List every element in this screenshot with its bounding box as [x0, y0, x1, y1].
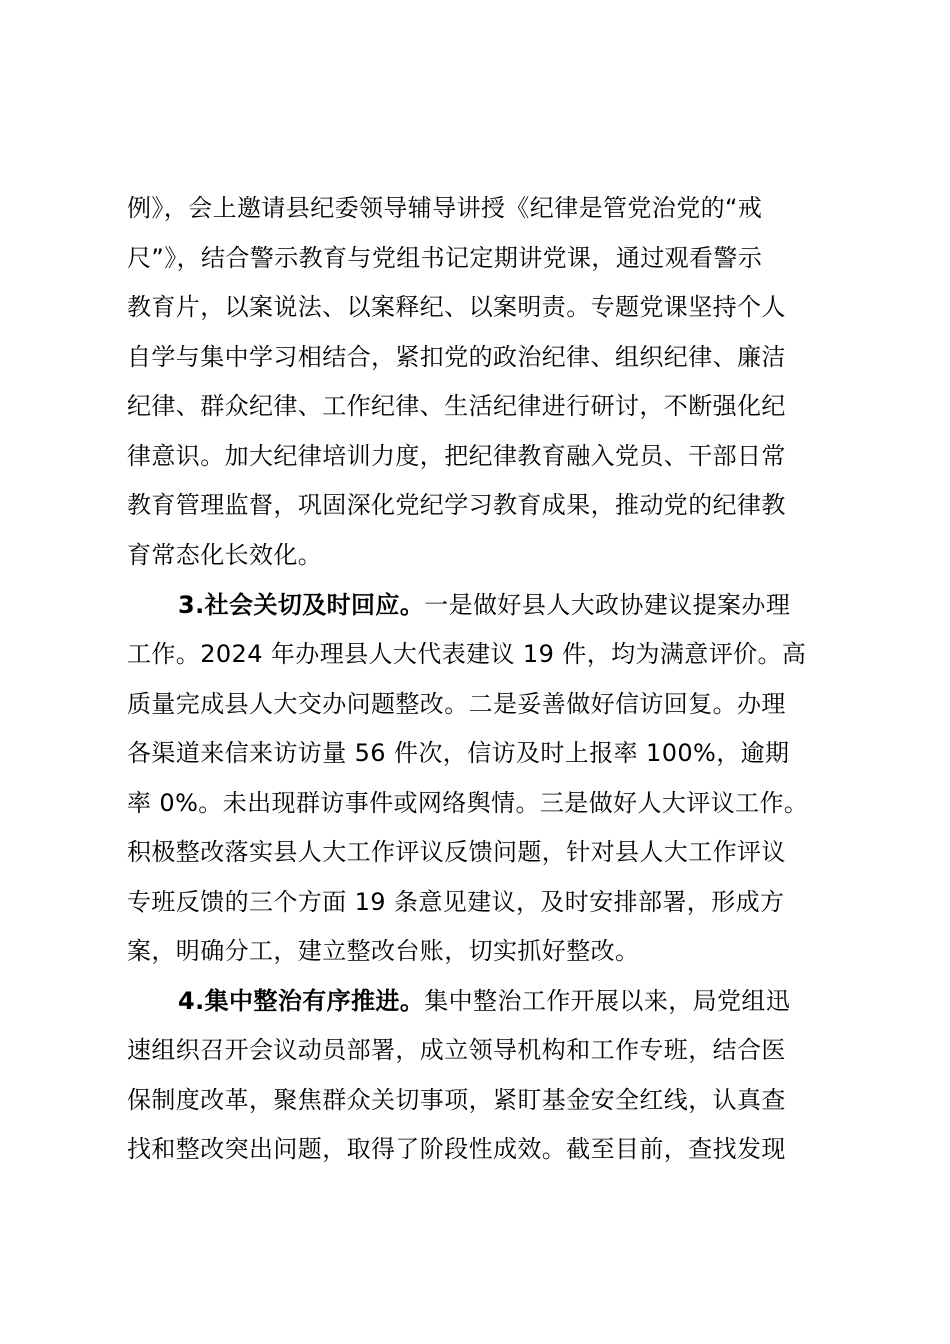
paragraph-line: 积极整改落实县人大工作评议反馈问题，针对县人大工作评议 — [127, 838, 786, 866]
paragraph-line: 工作。2024 年办理县人大代表建议 19 件，均为满意评价。高 — [127, 640, 807, 668]
paragraph-line: 自学与集中学习相结合，紧扣党的政治纪律、组织纪律、廉洁 — [127, 343, 786, 371]
paragraph-line: 例》，会上邀请县纪委领导辅导讲授《纪律是管党治党的“戒 — [127, 194, 763, 222]
section-4-first-line — [178, 985, 790, 1017]
section-4-heading: 4.集中整治有序推进。 — [178, 987, 425, 1015]
paragraph-line: 案，明确分工，建立整改台账，切实抓好整改。 — [127, 937, 640, 965]
section-3-first-line — [178, 589, 790, 621]
section-3-first-line-text: 一是做好县人大政协建议提案办理 — [424, 591, 791, 619]
paragraph-line: 速组织召开会议动员部署，成立领导机构和工作专班，结合医 — [127, 1036, 786, 1064]
paragraph-line: 率 0%。未出现群访事件或网络舆情。三是做好人大评议工作。 — [127, 789, 809, 817]
paragraph-line: 专班反馈的三个方面 19 条意见建议，及时安排部署，形成方 — [127, 888, 785, 916]
paragraph-line: 各渠道来信来访访量 56 件次，信访及时上报率 100%，逾期 — [127, 739, 790, 767]
paragraph-line: 纪律、群众纪律、工作纪律、生活纪律进行研讨，不断强化纪 — [127, 392, 786, 420]
paragraph-line: 保制度改革，聚焦群众关切事项，紧盯基金安全红线，认真查 — [127, 1086, 786, 1114]
section-4-first-line-text: 集中整治工作开展以来，局党组迅 — [424, 987, 791, 1015]
paragraph-line: 教育管理监督，巩固深化党纪学习教育成果，推动党的纪律教 — [127, 491, 786, 519]
paragraph-line: 质量完成县人大交办问题整改。二是妥善做好信访回复。办理 — [127, 690, 786, 718]
paragraph-line: 找和整改突出问题，取得了阶段性成效。截至目前，查找发现 — [127, 1135, 786, 1163]
paragraph-line: 律意识。加大纪律培训力度，把纪律教育融入党员、干部日常 — [127, 442, 786, 470]
paragraph-line: 尺”》，结合警示教育与党组书记定期讲党课，通过观看警示 — [127, 244, 763, 272]
paragraph-line: 育常态化长效化。 — [127, 541, 323, 569]
paragraph-line: 教育片，以案说法、以案释纪、以案明责。专题党课坚持个人 — [127, 293, 786, 321]
section-3-heading: 3.社会关切及时回应。 — [178, 591, 425, 619]
